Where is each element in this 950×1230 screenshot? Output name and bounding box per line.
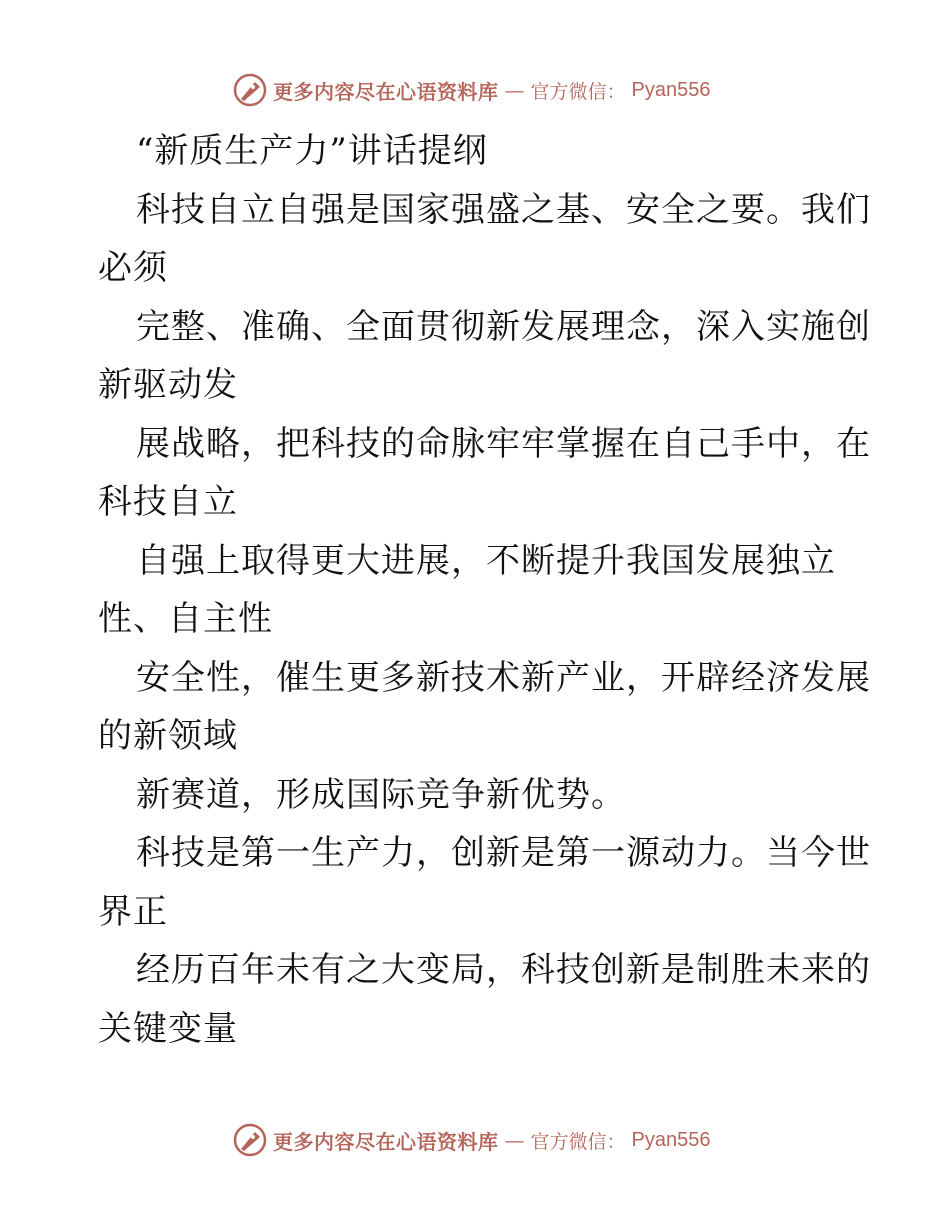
text-line: 完整、准确、全面贯彻新发展理念，深入实施创 xyxy=(136,306,871,347)
pen-nib-logo-icon xyxy=(233,1123,267,1157)
banner-contact-label: 官方微信： xyxy=(530,80,626,103)
text-line: 安全性，催生更多新技术新产业，开辟经济发展 xyxy=(136,657,871,698)
banner-separator: — xyxy=(504,78,525,102)
document-title: “新质生产力”讲话提纲 xyxy=(136,131,488,171)
footer-banner xyxy=(233,1122,710,1158)
text-line: 展战略，把科技的命脉牢牢掌握在自己手中，在 xyxy=(136,423,871,464)
banner-contact-id: Pyan556 xyxy=(631,78,711,101)
text-line: 科技自立 xyxy=(98,482,238,522)
header-banner xyxy=(233,72,710,108)
pen-nib-logo-icon xyxy=(233,73,267,107)
banner-text: 更多内容尽在心语资料库 xyxy=(273,79,499,104)
text-line: 科技自立自强是国家强盛之基、安全之要。我们 xyxy=(136,189,871,230)
text-line: 关键变量 xyxy=(98,1008,238,1049)
banner-contact-label: 官方微信： xyxy=(530,1130,626,1153)
text-line: 界正 xyxy=(98,891,168,932)
banner-text: 更多内容尽在心语资料库 xyxy=(273,1129,499,1154)
text-line: 自强上取得更大进展，不断提升我国发展独立 xyxy=(136,540,836,581)
text-line: 经历百年未有之大变局，科技创新是制胜未来的 xyxy=(136,950,871,990)
banner-contact-id: Pyan556 xyxy=(631,1128,711,1151)
text-line: 的新领域 xyxy=(98,716,238,756)
text-line: 科技是第一生产力，创新是第一源动力。当今世 xyxy=(136,833,871,873)
banner-separator: — xyxy=(504,1128,525,1152)
text-line: 性、自主性 xyxy=(98,599,273,639)
text-line: 新驱动发 xyxy=(98,365,238,405)
text-line: 新赛道，形成国际竞争新优势。 xyxy=(136,774,626,815)
text-line: 必须 xyxy=(98,248,168,288)
document-body xyxy=(98,122,871,1058)
